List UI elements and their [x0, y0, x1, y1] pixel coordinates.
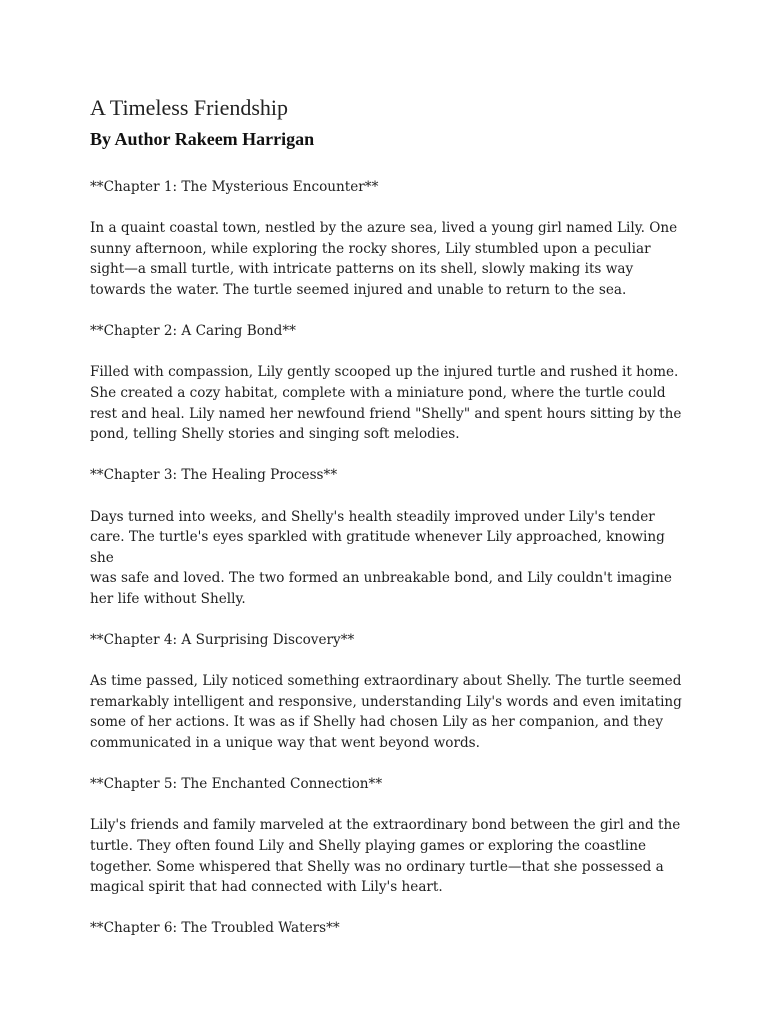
paragraph-line: Days turned into weeks, and Shelly's health steadily improved under Lily's tender — [90, 508, 655, 525]
chapter-paragraph — [90, 507, 690, 610]
paragraph-line: sight—a small turtle, with intricate patterns on its shell, slowly making its way — [90, 261, 634, 278]
paragraph-line: rest and heal. Lily named her newfound friend "Shelly" and spent hours sitting by the — [90, 405, 682, 422]
document-author: By Author Rakeem Harrigan — [90, 129, 315, 149]
paragraph-line: turtle. They often found Lily and Shelly playing games or exploring the coastline — [90, 838, 647, 854]
paragraph-line: In a quaint coastal town, nestled by the azure sea, lived a young girl named Lily. One — [90, 220, 678, 237]
chapter-heading: **Chapter 2: A Caring Bond** — [90, 323, 296, 340]
paragraph-line: As time passed, Lily noticed something extraordinary about Shelly. The turtle seemed — [90, 673, 682, 690]
paragraph-line: her life without Shelly. — [90, 590, 246, 607]
chapter-heading: **Chapter 5: The Enchanted Connection** — [90, 776, 383, 793]
paragraph-line: She created a cozy habitat, complete with a miniature pond, where the turtle could — [90, 384, 666, 401]
paragraph-line: Lily's friends and family marveled at the extraordinary bond between the girl and the — [90, 817, 681, 834]
paragraph-line: sunny afternoon, while exploring the rocky shores, Lily stumbled upon a peculiar — [90, 240, 651, 257]
chapter-paragraph — [90, 362, 690, 444]
chapter-heading: **Chapter 6: The Troubled Waters** — [90, 920, 340, 937]
paragraph-line: together. Some whispered that Shelly was no ordinary turtle—that she possessed a — [90, 858, 664, 875]
document-page — [90, 94, 690, 939]
paragraph-line: was safe and loved. The two formed an unbreakable bond, and Lily couldn't imagine — [90, 570, 672, 587]
paragraph-line: care. The turtle's eyes sparkled with gratitude whenever Lily approached, knowing she — [90, 529, 665, 566]
chapter-paragraph — [90, 671, 690, 753]
paragraph-line: some of her actions. It was as if Shelly had chosen Lily as her companion, and they — [90, 714, 664, 731]
chapter-heading: **Chapter 1: The Mysterious Encounter** — [90, 179, 379, 195]
paragraph-line: remarkably intelligent and responsive, understanding Lily's words and even imitating — [90, 693, 682, 710]
chapter-heading: **Chapter 3: The Healing Process** — [90, 467, 338, 484]
chapter-heading: **Chapter 4: A Surprising Discovery** — [90, 632, 355, 649]
paragraph-line: communicated in a unique way that went beyond words. — [90, 735, 480, 752]
chapter-paragraph — [90, 218, 690, 300]
paragraph-line: magical spirit that had connected with Lily's heart. — [90, 879, 443, 896]
paragraph-line: Filled with compassion, Lily gently scooped up the injured turtle and rushed it home. — [90, 364, 679, 381]
paragraph-line: towards the water. The turtle seemed injured and unable to return to the sea. — [90, 281, 627, 298]
chapter-paragraph — [90, 815, 690, 897]
document-title: A Timeless Friendship — [90, 95, 289, 120]
document-body — [90, 177, 690, 939]
paragraph-line: pond, telling Shelly stories and singing soft melodies. — [90, 426, 460, 443]
